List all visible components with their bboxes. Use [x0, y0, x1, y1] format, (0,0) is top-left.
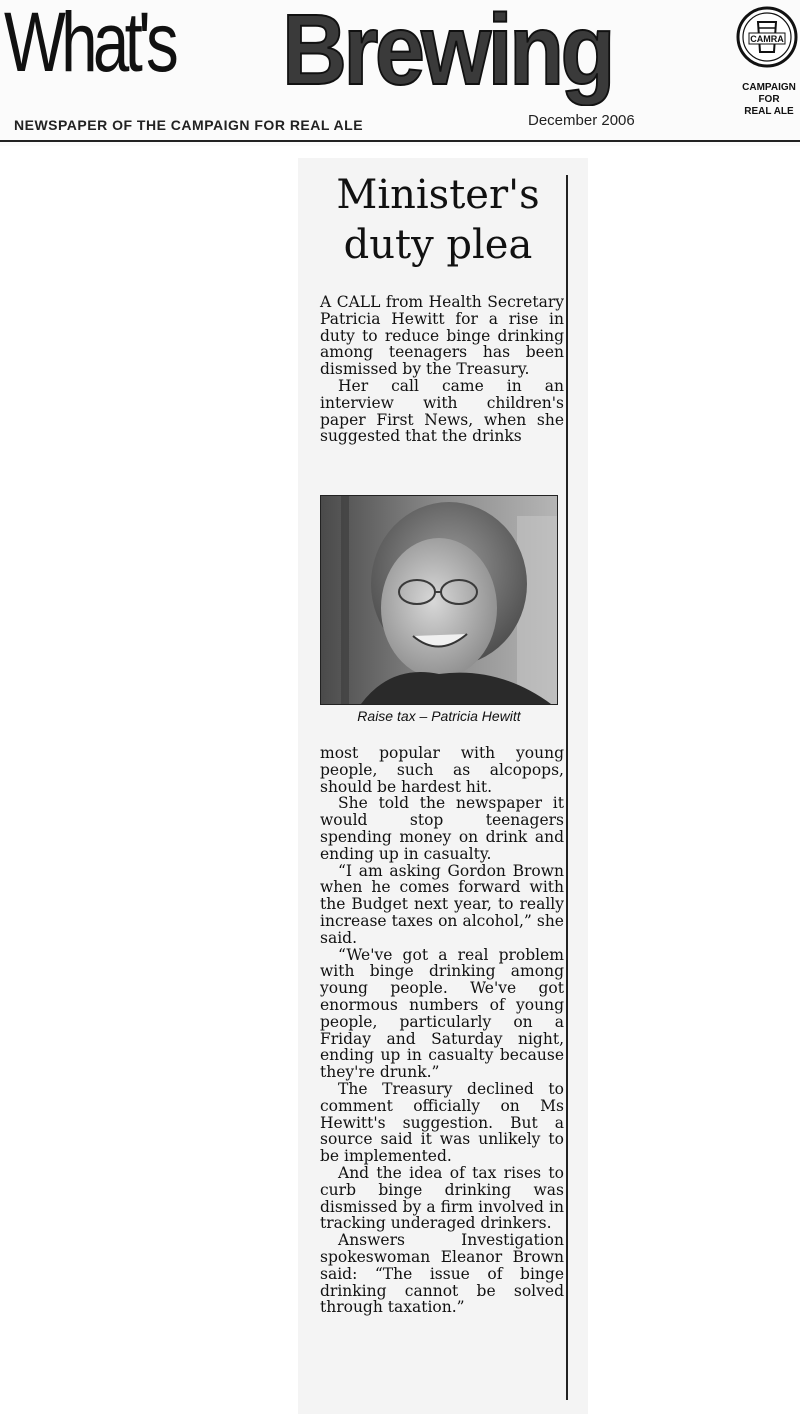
article-paragraph: “We've got a real problem with binge drinking among young people. We've got enormous numbers of young people, particularly on a Friday and Saturday night, ending up in casualty because they're drunk.”	[320, 945, 564, 1082]
masthead	[0, 0, 800, 146]
article-headline	[318, 170, 558, 270]
column-rule	[566, 175, 568, 1400]
masthead-title-whats: What's	[4, 0, 175, 89]
portrait-photo-icon	[321, 496, 557, 704]
article-body-top	[320, 294, 564, 445]
article-paragraph: She told the newspaper it would stop teenagers spending money on drink and ending up in casualty.	[320, 794, 564, 863]
masthead-rule	[0, 140, 800, 142]
article-paragraph: Her call came in an interview with children's paper First News, when she suggested that the drinks	[320, 376, 564, 446]
camra-caption-line: CAMPAIGN	[742, 82, 796, 93]
article-body-bottom	[320, 745, 564, 1316]
article-paragraph: And the idea of tax rises to curb binge drinking was dismissed by a firm involved in tracking underaged drinkers.	[320, 1163, 564, 1233]
article-paragraph: A CALL from Health Secretary Patricia Hewitt for a rise in duty to reduce binge drinking among teenagers has been dismissed by the Treasury.	[320, 293, 564, 379]
article-paragraph: most popular with young people, such as alcopops, should be hardest hit.	[320, 744, 564, 796]
headline-line: Minister's	[336, 172, 540, 218]
camra-caption-line: FOR	[758, 94, 780, 105]
article-paragraph: “I am asking Gordon Brown when he comes forward with the Budget next year, to really increase taxes on alcohol,” she said.	[320, 861, 564, 947]
camra-logo-text: CAMRA	[750, 34, 784, 44]
article-paragraph: Answers Investigation spokeswoman Eleanor Brown said: “The issue of binge drinking cannot be solved through taxation.”	[320, 1231, 564, 1317]
photo-caption: Raise tax – Patricia Hewitt	[357, 708, 521, 724]
camra-logo-icon	[736, 6, 798, 68]
camra-caption-line: REAL ALE	[744, 106, 794, 117]
issue-date: December 2006	[528, 112, 635, 129]
masthead-title-brewing: Brewing	[282, 0, 612, 106]
masthead-tagline: NEWSPAPER OF THE CAMPAIGN FOR REAL ALE	[14, 117, 364, 133]
article-paragraph: The Treasury declined to comment officially on Ms Hewitt's suggestion. But a source said it was unlikely to be implemented.	[320, 1079, 564, 1166]
headline-line: duty plea	[343, 222, 533, 268]
camra-logo-caption	[734, 82, 800, 118]
article-photo	[320, 495, 558, 705]
